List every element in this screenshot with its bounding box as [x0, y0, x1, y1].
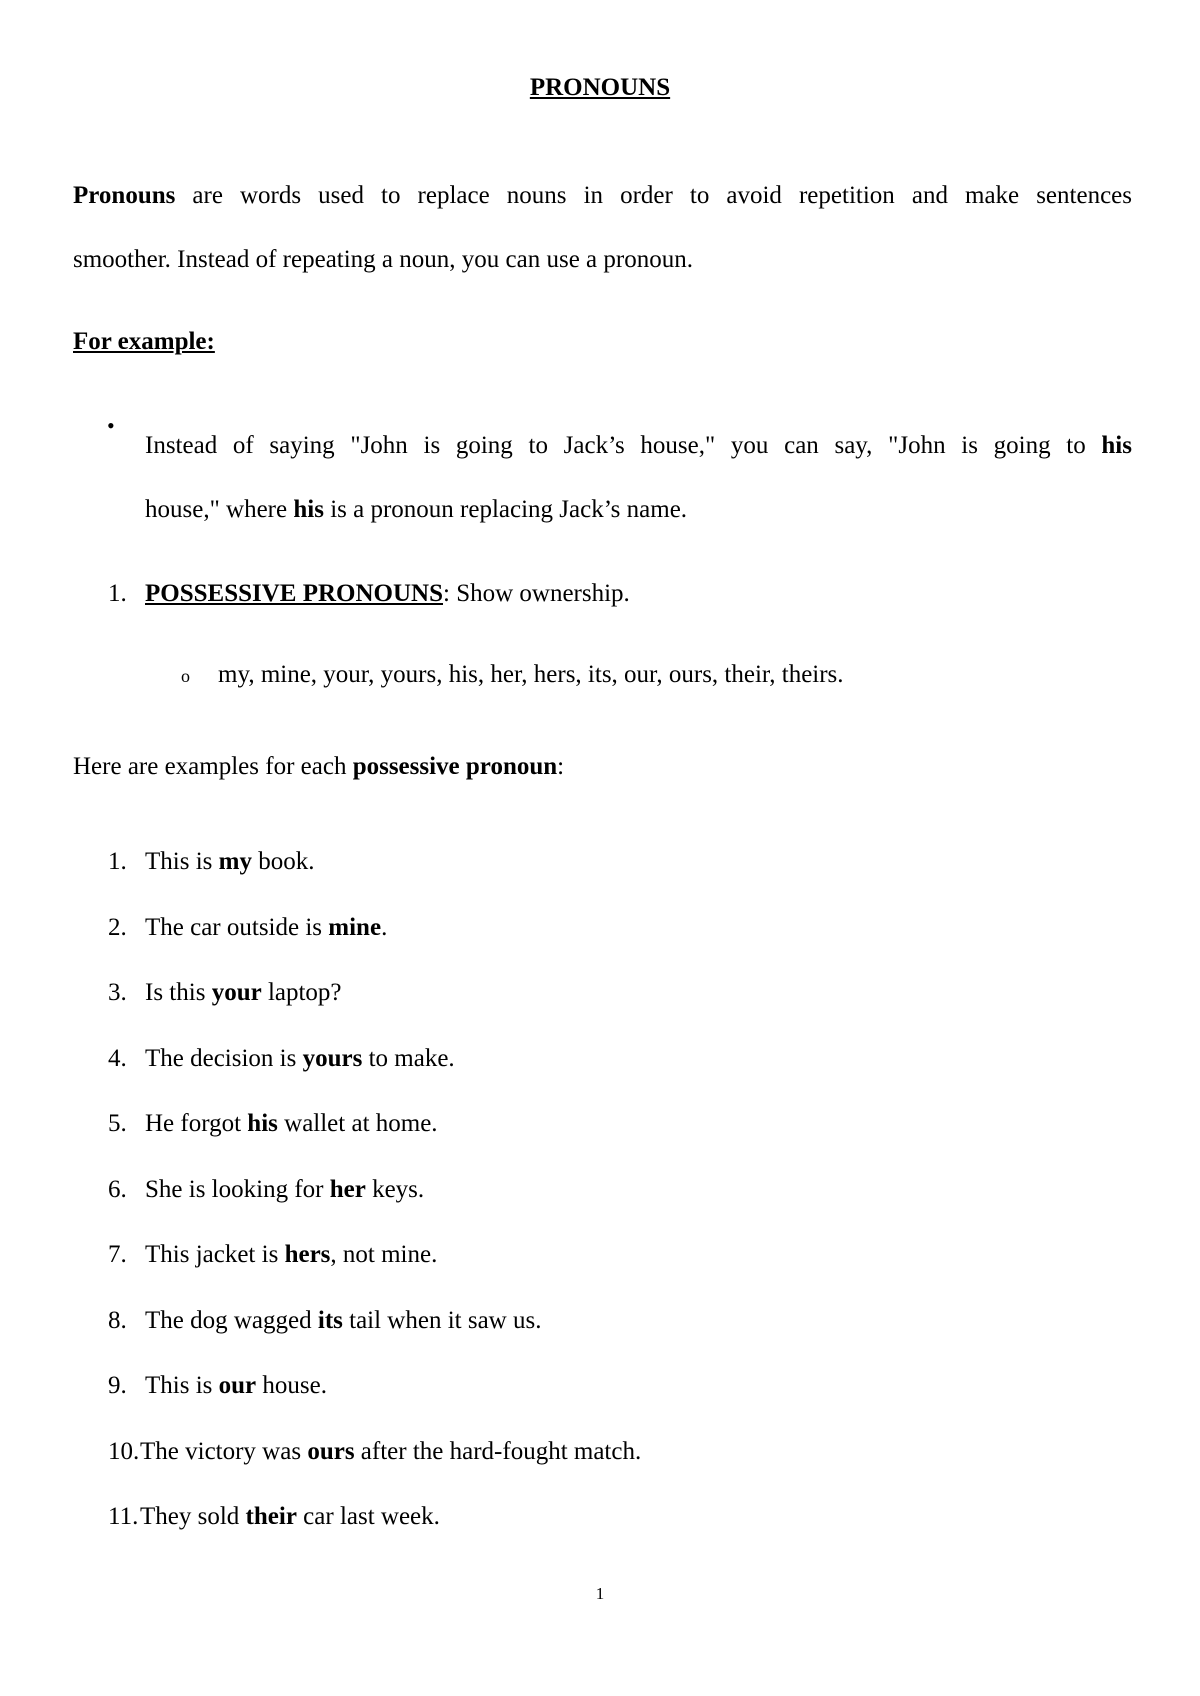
list-item-text	[145, 848, 314, 876]
list-item-text-before: He forgot	[145, 1110, 248, 1137]
list-item-text-before: The victory was	[140, 1438, 308, 1465]
example-bullet-text-1: Instead of saying "John is going to Jack’s house," you can say, "John is going to	[145, 432, 1102, 459]
list-item-number: 3.	[108, 979, 127, 1006]
list-item-text	[145, 914, 387, 942]
list-item-text-before: They sold	[140, 1503, 246, 1530]
list-item-number: 10.	[108, 1438, 140, 1465]
list-item-number: 1.	[108, 848, 127, 875]
list-item-text-after: tail when it saw us.	[342, 1307, 542, 1334]
sub-bullet-marker: o	[181, 666, 190, 686]
list-item-text-after: .	[381, 914, 388, 941]
intro-line-1	[73, 164, 1132, 228]
list-item-text-before: Is this	[145, 979, 212, 1006]
page-number: 1	[595, 1584, 605, 1603]
list-item-text	[145, 1241, 437, 1269]
list-item-pronoun: my	[218, 848, 252, 875]
intro-line-1-text: are words used to replace nouns in order to avoid repetition and make sentences	[175, 182, 1132, 209]
list-item-text-after: wallet at home.	[277, 1110, 438, 1137]
examples-intro-text-2: :	[557, 753, 565, 780]
list-item-pronoun: her	[329, 1176, 366, 1203]
list-item-text-after: , not mine.	[330, 1241, 438, 1268]
list-item-pronoun: your	[211, 979, 262, 1006]
list-item-text	[140, 1438, 641, 1466]
examples-intro-text-1: Here are examples for each	[73, 753, 353, 780]
section-number: 1.	[108, 580, 127, 607]
example-bullet-bold-2: his	[293, 496, 324, 523]
list-item-text	[145, 1176, 424, 1204]
list-item-number: 5.	[108, 1110, 127, 1137]
list-item-pronoun: ours	[307, 1438, 355, 1465]
list-item-pronoun: mine	[328, 914, 382, 941]
list-item-text-before: This jacket is	[145, 1241, 285, 1268]
example-bullet-bold-1: his	[1101, 432, 1132, 459]
list-item-pronoun: its	[317, 1307, 343, 1334]
list-item-number: 4.	[108, 1045, 127, 1072]
list-item-pronoun: yours	[302, 1045, 363, 1072]
section-heading: POSSESSIVE PRONOUNS	[145, 580, 443, 607]
list-item-text-after: after the hard-fought match.	[354, 1438, 642, 1465]
list-item-text-after: car last week.	[296, 1503, 440, 1530]
list-item-text-after: house.	[256, 1372, 327, 1399]
list-item-number: 6.	[108, 1176, 127, 1203]
list-item-text-before: This is	[145, 1372, 219, 1399]
list-item-text-before: The decision is	[145, 1045, 303, 1072]
list-item-text-before: She is looking for	[145, 1176, 330, 1203]
list-item-pronoun: their	[245, 1503, 297, 1530]
list-item-text-before: The car outside is	[145, 914, 329, 941]
example-bullet-text-3: is a pronoun replacing Jack’s name.	[323, 496, 688, 523]
list-item-text	[145, 1307, 541, 1335]
list-item-number: 7.	[108, 1241, 127, 1268]
list-item-number: 2.	[108, 914, 127, 941]
bullet-marker: •	[107, 413, 115, 438]
list-item-text	[145, 979, 342, 1007]
example-bullet-text-2: house," where	[145, 496, 294, 523]
list-item-text	[145, 1045, 455, 1073]
list-item-pronoun: our	[218, 1372, 257, 1399]
intro-bold-term: Pronouns	[73, 182, 176, 209]
page-title: PRONOUNS	[529, 74, 671, 101]
list-item-text	[145, 1110, 438, 1138]
list-item-text	[140, 1503, 440, 1531]
section-line	[145, 580, 630, 608]
sub-bullet-text: my, mine, your, yours, his, her, hers, its, our, ours, their, theirs.	[218, 661, 844, 688]
intro-paragraph	[73, 164, 1132, 292]
list-item-text-after: book.	[251, 848, 315, 875]
examples-intro	[73, 753, 564, 781]
list-item-text-before: This is	[145, 848, 219, 875]
example-bullet-line-1	[145, 414, 1132, 478]
for-example-heading: For example:	[73, 328, 215, 355]
list-item-number: 9.	[108, 1372, 127, 1399]
list-item-text-after: laptop?	[261, 979, 342, 1006]
intro-line-2: smoother. Instead of repeating a noun, you can use a pronoun.	[73, 246, 693, 273]
example-bullet-line-2	[145, 478, 1132, 542]
list-item-text-after: to make.	[362, 1045, 455, 1072]
list-item-text-before: The dog wagged	[145, 1307, 318, 1334]
example-bullet	[145, 414, 1132, 542]
list-item-number: 8.	[108, 1307, 127, 1334]
list-item-text-after: keys.	[365, 1176, 425, 1203]
list-item-pronoun: his	[247, 1110, 278, 1137]
list-item-number: 11.	[108, 1503, 139, 1530]
section-description: : Show ownership.	[443, 580, 630, 607]
list-item-text	[145, 1372, 327, 1400]
examples-intro-bold: possessive pronoun	[352, 753, 558, 780]
list-item-pronoun: hers	[284, 1241, 331, 1268]
